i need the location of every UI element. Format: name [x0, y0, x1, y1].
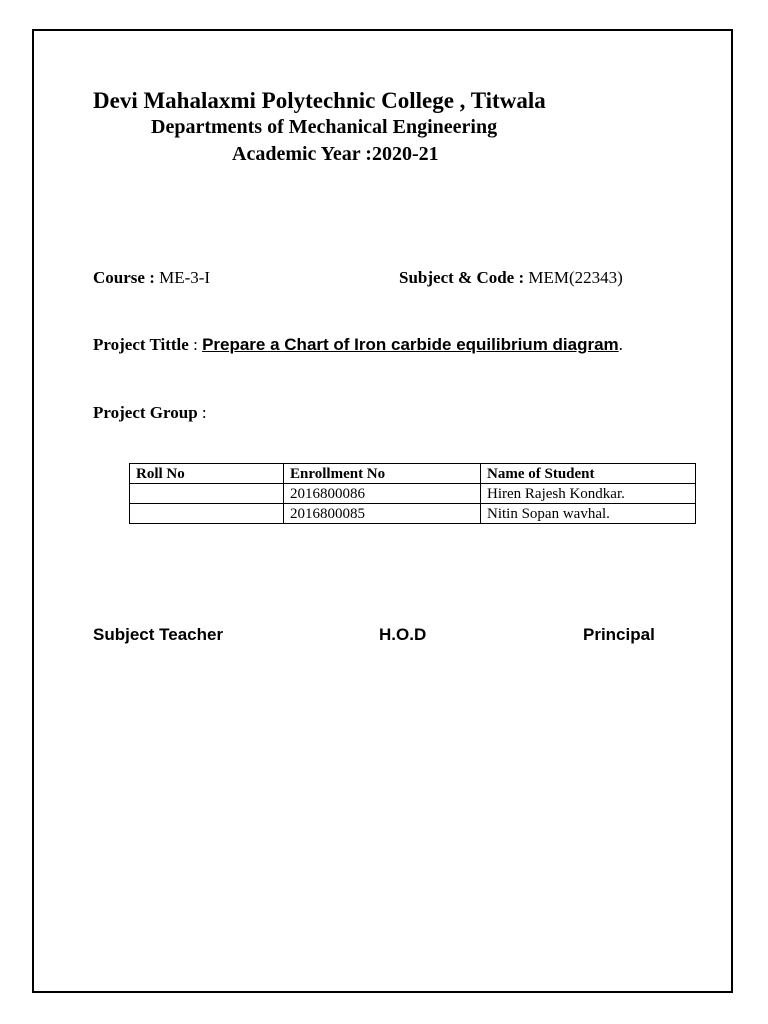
table-row	[130, 504, 696, 524]
table-row	[130, 484, 696, 504]
subject-label: Subject & Code :	[399, 268, 525, 287]
project-group-label: Project Group	[93, 403, 198, 422]
project-group-line	[93, 403, 207, 423]
cell-student-name: Nitin Sopan wavhal.	[481, 504, 696, 524]
course-label: Course :	[93, 268, 155, 287]
subject-line	[399, 268, 623, 288]
project-title-label: Project Tittle	[93, 335, 189, 354]
table-header-row	[130, 464, 696, 484]
academic-year: Academic Year :2020-21	[232, 143, 439, 165]
cell-enrollment-no: 2016800086	[284, 484, 481, 504]
course-value: ME-3-I	[154, 268, 211, 287]
subject-value: MEM(22343)	[524, 268, 623, 287]
cell-roll-no	[130, 484, 284, 504]
project-title-line	[93, 335, 623, 355]
signature-principal: Principal	[583, 625, 655, 644]
signature-subject-teacher: Subject Teacher	[93, 625, 224, 644]
project-title-value: Prepare a Chart of Iron carbide equilibrium diagram	[202, 335, 619, 354]
project-group-separator: :	[197, 403, 207, 422]
college-name: Devi Mahalaxmi Polytechnic College , Titwala	[93, 88, 546, 113]
department-name: Departments of Mechanical Engineering	[151, 116, 498, 138]
project-title-suffix: .	[618, 335, 623, 354]
header-enrollment-no: Enrollment No	[284, 464, 481, 484]
cell-enrollment-no: 2016800085	[284, 504, 481, 524]
cell-student-name: Hiren Rajesh Kondkar.	[481, 484, 696, 504]
signature-hod: H.O.D	[379, 625, 427, 644]
project-group-table	[129, 463, 696, 524]
project-title-separator: :	[188, 335, 203, 354]
header-student-name: Name of Student	[481, 464, 696, 484]
header-roll-no: Roll No	[130, 464, 284, 484]
course-line	[93, 268, 210, 288]
cell-roll-no	[130, 504, 284, 524]
